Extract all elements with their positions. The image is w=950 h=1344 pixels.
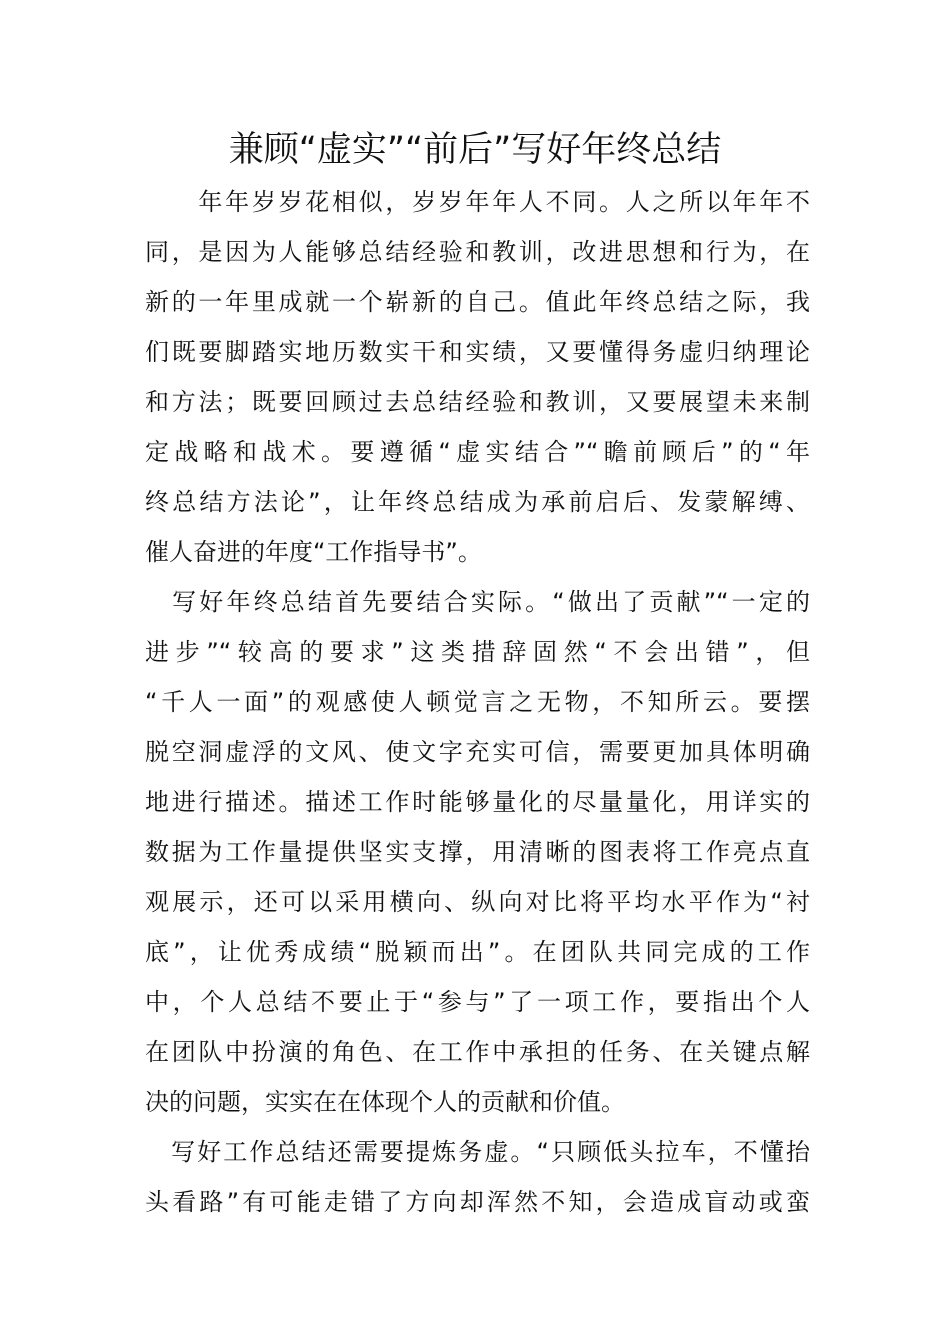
- text-line: 脱空洞虚浮的文风、使文字充实可信，需要更加具体明确: [145, 738, 810, 766]
- text-line: “千人一面”的观感使人顿觉言之无物，不知所云。要摆: [145, 688, 810, 716]
- text-line: 决的问题，实实在在体现个人的贡献和价值。: [145, 1088, 625, 1116]
- text-line: 定战略和战术。要遵循“虚实结合”“瞻前顾后”的“年: [145, 438, 810, 466]
- text-line: 写好年终总结首先要结合实际。“做出了贡献”“一定的: [145, 588, 810, 616]
- document-body: [145, 177, 810, 1227]
- text-line: 们既要脚踏实地历数实干和实绩，又要懂得务虚归纳理论: [145, 338, 810, 366]
- document-title: 兼顾“虚实”“前后”写好年终总结: [228, 130, 722, 170]
- text-line: 新的一年里成就一个崭新的自己。值此年终总结之际，我: [145, 288, 810, 316]
- text-line: 头看路”有可能走错了方向却浑然不知，会造成盲动或蛮: [145, 1188, 810, 1216]
- text-line: 年年岁岁花相似，岁岁年年人不同。人之所以年年不: [145, 188, 810, 216]
- text-line: 在团队中扮演的角色、在工作中承担的任务、在关键点解: [145, 1038, 810, 1066]
- text-line: 观展示，还可以采用横向、纵向对比将平均水平作为“衬: [145, 888, 810, 916]
- text-line: 进步”“较高的要求”这类措辞固然“不会出错”，但: [145, 638, 810, 666]
- text-line: 催人奋进的年度“工作指导书”。: [145, 538, 482, 566]
- text-line: 数据为工作量提供坚实支撑，用清晰的图表将工作亮点直: [145, 838, 810, 866]
- text-line: 底”，让优秀成绩“脱颖而出”。在团队共同完成的工作: [145, 938, 810, 966]
- text-line: 写好工作总结还需要提炼务虚。“只顾低头拉车，不懂抬: [145, 1138, 810, 1166]
- text-line: 地进行描述。描述工作时能够量化的尽量量化，用详实的: [145, 788, 810, 816]
- text-line: 终总结方法论”，让年终总结成为承前启后、发蒙解缚、: [145, 488, 810, 516]
- text-line: 中，个人总结不要止于“参与”了一项工作，要指出个人: [145, 988, 810, 1016]
- text-line: 同，是因为人能够总结经验和教训，改进思想和行为，在: [145, 238, 810, 266]
- text-line: 和方法；既要回顾过去总结经验和教训，又要展望未来制: [145, 388, 810, 416]
